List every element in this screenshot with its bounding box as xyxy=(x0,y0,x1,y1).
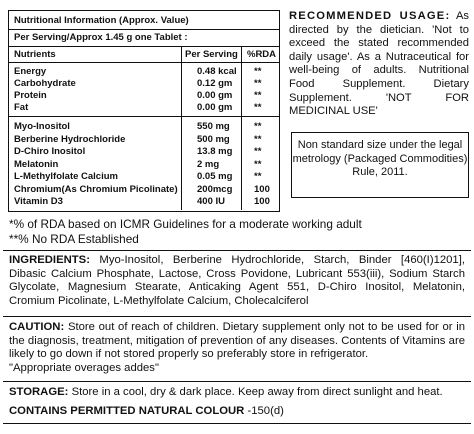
nutrient-rda: ** xyxy=(254,78,262,89)
nutrient-value: 400 IU xyxy=(197,196,225,207)
metrology-box xyxy=(291,132,469,198)
nutrient-name: D-Chiro Inositol xyxy=(14,146,86,157)
nutrient-name: Chromium(As Chromium Picolinate) xyxy=(14,183,178,195)
caution-text: Store out of reach of children. Dietary supplement only not to be used for or in the diagnosis, treatment, mitigation of prevention of any diseases. Contents of Vitamins are likely to go down if not stored properly so preferably store in refrigerator. xyxy=(9,321,465,361)
nutrient-value: 0.12 gm xyxy=(197,78,233,89)
nutrient-rda: 100 xyxy=(254,196,270,207)
nutrient-name: Protein xyxy=(14,90,47,101)
nutrient-name: Melatonin xyxy=(14,158,59,170)
nutrient-value: 200mcg xyxy=(197,183,233,195)
nutrient-name: Berberine Hydrochloride xyxy=(14,133,126,145)
nutrient-rda: ** xyxy=(254,66,262,77)
recommended-text: As directed by the dietician. 'Not to exceed the stated recommended daily usage'. As a Nutraceutical for well-being of adults. Nutritional Food Supplement. Dietary Supplement. 'NOT FOR MEDICINAL USE' xyxy=(289,10,469,118)
nutrient-rda: ** xyxy=(254,90,262,101)
no-rda-note: **% No RDA Established xyxy=(9,232,139,246)
recommended-heading: RECOMMENDED USAGE: xyxy=(289,10,451,22)
nutrient-value: 500 mg xyxy=(197,133,230,145)
nutrient-rda: ** xyxy=(254,158,262,170)
recommended-usage xyxy=(289,10,469,119)
nutrient-name: Vitamin D3 xyxy=(14,196,63,207)
colour-section xyxy=(9,405,465,419)
nutrient-rda: ** xyxy=(254,146,262,157)
caution-label: CAUTION: xyxy=(9,321,65,333)
nutrient-rda: ** xyxy=(254,171,262,182)
nutrient-value: 0.00 gm xyxy=(197,102,233,113)
storage-text: Store in a cool, dry & dark place. Keep away from direct sunlight and heat. xyxy=(71,386,443,398)
caution-section xyxy=(9,321,465,375)
rda-note: *% of RDA based on ICMR Guidelines for a moderate working adult xyxy=(9,217,362,231)
nutrient-value: 0.48 kcal xyxy=(197,66,237,77)
colour-label: CONTAINS PERMITTED NATURAL COLOUR xyxy=(9,405,245,417)
nutrient-value: 2 mg xyxy=(197,158,220,170)
nutrient-name: Myo-Inositol xyxy=(14,121,70,132)
ingredients-section xyxy=(9,254,465,308)
colour-code: -150(d) xyxy=(247,405,284,417)
caution-quote: "Appropriate overages addes" xyxy=(9,361,159,374)
nutrient-value: 0.05 mg xyxy=(197,171,233,182)
metrology-text: Non standard size under the legal metrology (Packaged Commodities) Rule, 2011. xyxy=(292,139,468,178)
nutrient-value: 550 mg xyxy=(197,121,230,132)
ingredients-label: INGREDIENTS: xyxy=(9,254,90,266)
nutrition-table: Nutritional Information (Approx. Value) Per Serving/Approx 1.45 g one Tablet : Nutrients Per Serving %RDA Energy 0.48 kcal ** Carbohydrate 0.12 gm ** Protein 0.00 gm ** Fat 0.00 gm ** Myo-Inositol 550 mg ** Berberine Hydrochloride 500 mg ** D-Chiro Inositol 13.8 mg ** Melatonin 2 mg ** L-Methylfolate Calcium 0.05 mg ** Chromium(As Chromium Picolinate) 200mcg 100 Vitamin D3 400 IU 100 xyxy=(8,10,280,212)
nutrient-name: L-Methylfolate Calcium xyxy=(14,171,118,182)
ingredients-text: Myo-Inositol, Berberine Hydrochloride, Starch, Binder [460(I)1201], Dibasic Calcium Phosphate, Lactose, Cross Povidone, Lubricant 553(iii), Sodium Starch Glycolate, Magnesium Stearate, Anticaking Agent 551, D-Chiro Inositol, Melatonin, Cromium Picolinate, L-Methylfolate Calcium, Cholecalciferol xyxy=(9,254,465,307)
nutrient-value: 13.8 mg xyxy=(197,146,233,157)
nutrient-rda: ** xyxy=(254,102,262,113)
nutrient-name: Energy xyxy=(14,66,47,77)
storage-label: STORAGE: xyxy=(9,386,69,398)
storage-section xyxy=(9,386,465,400)
nutrient-rda: 100 xyxy=(254,183,270,195)
nutrient-value: 0.00 gm xyxy=(197,90,233,101)
nutrient-name: Carbohydrate xyxy=(14,78,76,89)
nutrient-rda: ** xyxy=(254,121,262,132)
nutrient-rda: ** xyxy=(254,133,262,145)
nutrient-name: Fat xyxy=(14,102,29,113)
